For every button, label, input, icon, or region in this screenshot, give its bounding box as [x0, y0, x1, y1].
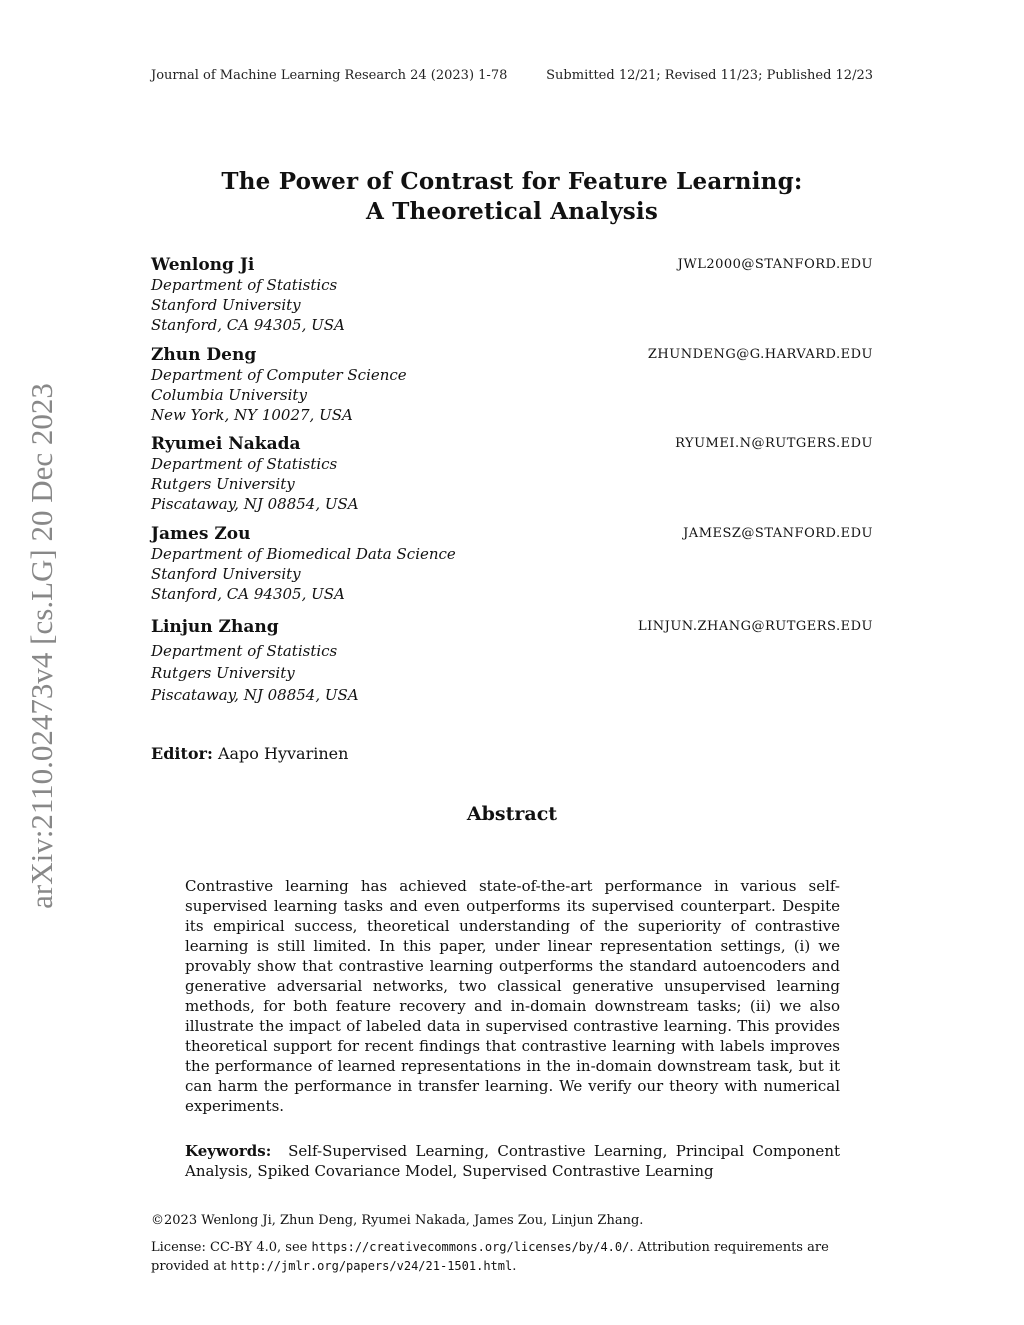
submission-dates: Submitted 12/21; Revised 11/23; Published 12/23	[546, 68, 873, 83]
author-name: Ryumei Nakada	[151, 434, 301, 454]
paper-title-line-1: The Power of Contrast for Feature Learning:	[221, 168, 803, 195]
journal-header: Journal of Machine Learning Research 24 (2023) 1-78	[151, 68, 508, 83]
author-email[interactable]: JWL2000@STANFORD.EDU	[677, 257, 873, 272]
license-suffix: .	[512, 1259, 517, 1274]
editor-name: Aapo Hyvarinen	[217, 744, 349, 763]
author-name: Zhun Deng	[151, 345, 257, 365]
author-address: Stanford, CA 94305, USA	[151, 316, 345, 334]
author-institution: Stanford University	[151, 296, 301, 314]
license-url-link[interactable]: https://creativecommons.org/licenses/by/4.0/	[311, 1240, 630, 1254]
author-address: Piscataway, NJ 08854, USA	[151, 686, 359, 704]
author-address: Piscataway, NJ 08854, USA	[151, 495, 359, 513]
author-institution: Columbia University	[151, 386, 307, 404]
author-department: Department of Statistics	[151, 276, 338, 294]
arxiv-id: arXiv:2110.02473v4 [cs.LG] 20 Dec 2023	[24, 383, 59, 909]
author-block	[151, 434, 873, 514]
author-department: Department of Computer Science	[151, 366, 407, 384]
author-department: Department of Statistics	[151, 642, 338, 660]
author-department: Department of Statistics	[151, 455, 338, 473]
author-name: Linjun Zhang	[151, 617, 279, 637]
license-middle: . Attribution requirements are provided at	[151, 1240, 829, 1274]
author-institution: Rutgers University	[151, 664, 295, 682]
author-name: James Zou	[151, 524, 251, 544]
author-address: New York, NY 10027, USA	[151, 406, 353, 424]
author-email[interactable]: LINJUN.ZHANG@RUTGERS.EDU	[637, 619, 873, 634]
author-block	[151, 255, 873, 335]
author-email[interactable]: ZHUNDENG@G.HARVARD.EDU	[647, 347, 873, 362]
author-institution: Stanford University	[151, 565, 301, 583]
paper-url-link[interactable]: http://jmlr.org/papers/v24/21-1501.html	[230, 1259, 513, 1273]
license-notice	[151, 1238, 873, 1276]
abstract-text: Contrastive learning has achieved state-of-the-art performance in various self-supervised learning tasks and even outperforms its supervised counterpart. Despite its empirical success, theoretical understanding of the superiority of contrastive learning is still limited. In this paper, under linear representation settings, (i) we provably show that contrastive learning outperforms the standard autoencoders and generative adversarial networks, two classical generative unsupervised learning methods, for both feature recovery and in-domain downstream tasks; (ii) we also illustrate the impact of labeled data in supervised contrastive learning. This provides theoretical support for recent findings that contrastive learning with labels improves the performance of learned representations in the in-domain downstream task, but it can harm the performance in transfer learning. We verify our theory with numerical experiments.	[185, 877, 840, 1115]
author-address: Stanford, CA 94305, USA	[151, 585, 345, 603]
paper-title-line-2: A Theoretical Analysis	[365, 198, 659, 225]
author-block	[151, 617, 873, 706]
author-email[interactable]: JAMESZ@STANFORD.EDU	[683, 526, 873, 541]
author-institution: Rutgers University	[151, 475, 295, 493]
editor-label: Editor:	[151, 744, 213, 763]
copyright-notice: ©2023 Wenlong Ji, Zhun Deng, Ryumei Nakada, James Zou, Linjun Zhang.	[151, 1213, 644, 1228]
author-department: Department of Biomedical Data Science	[151, 545, 456, 563]
abstract-heading: Abstract	[466, 803, 558, 825]
author-block	[151, 524, 873, 604]
author-email[interactable]: RYUMEI.N@RUTGERS.EDU	[675, 436, 873, 451]
keywords-label: Keywords:	[185, 1142, 272, 1160]
author-block	[151, 345, 873, 425]
keywords-list: Self-Supervised Learning, Contrastive Learning, Principal Component Analysis, Spiked Covariance Model, Supervised Contrastive Learning	[185, 1142, 841, 1180]
license-prefix: License: CC-BY 4.0, see	[151, 1240, 312, 1255]
keywords	[185, 1141, 840, 1181]
editor-line	[151, 744, 348, 763]
author-name: Wenlong Ji	[151, 255, 255, 275]
